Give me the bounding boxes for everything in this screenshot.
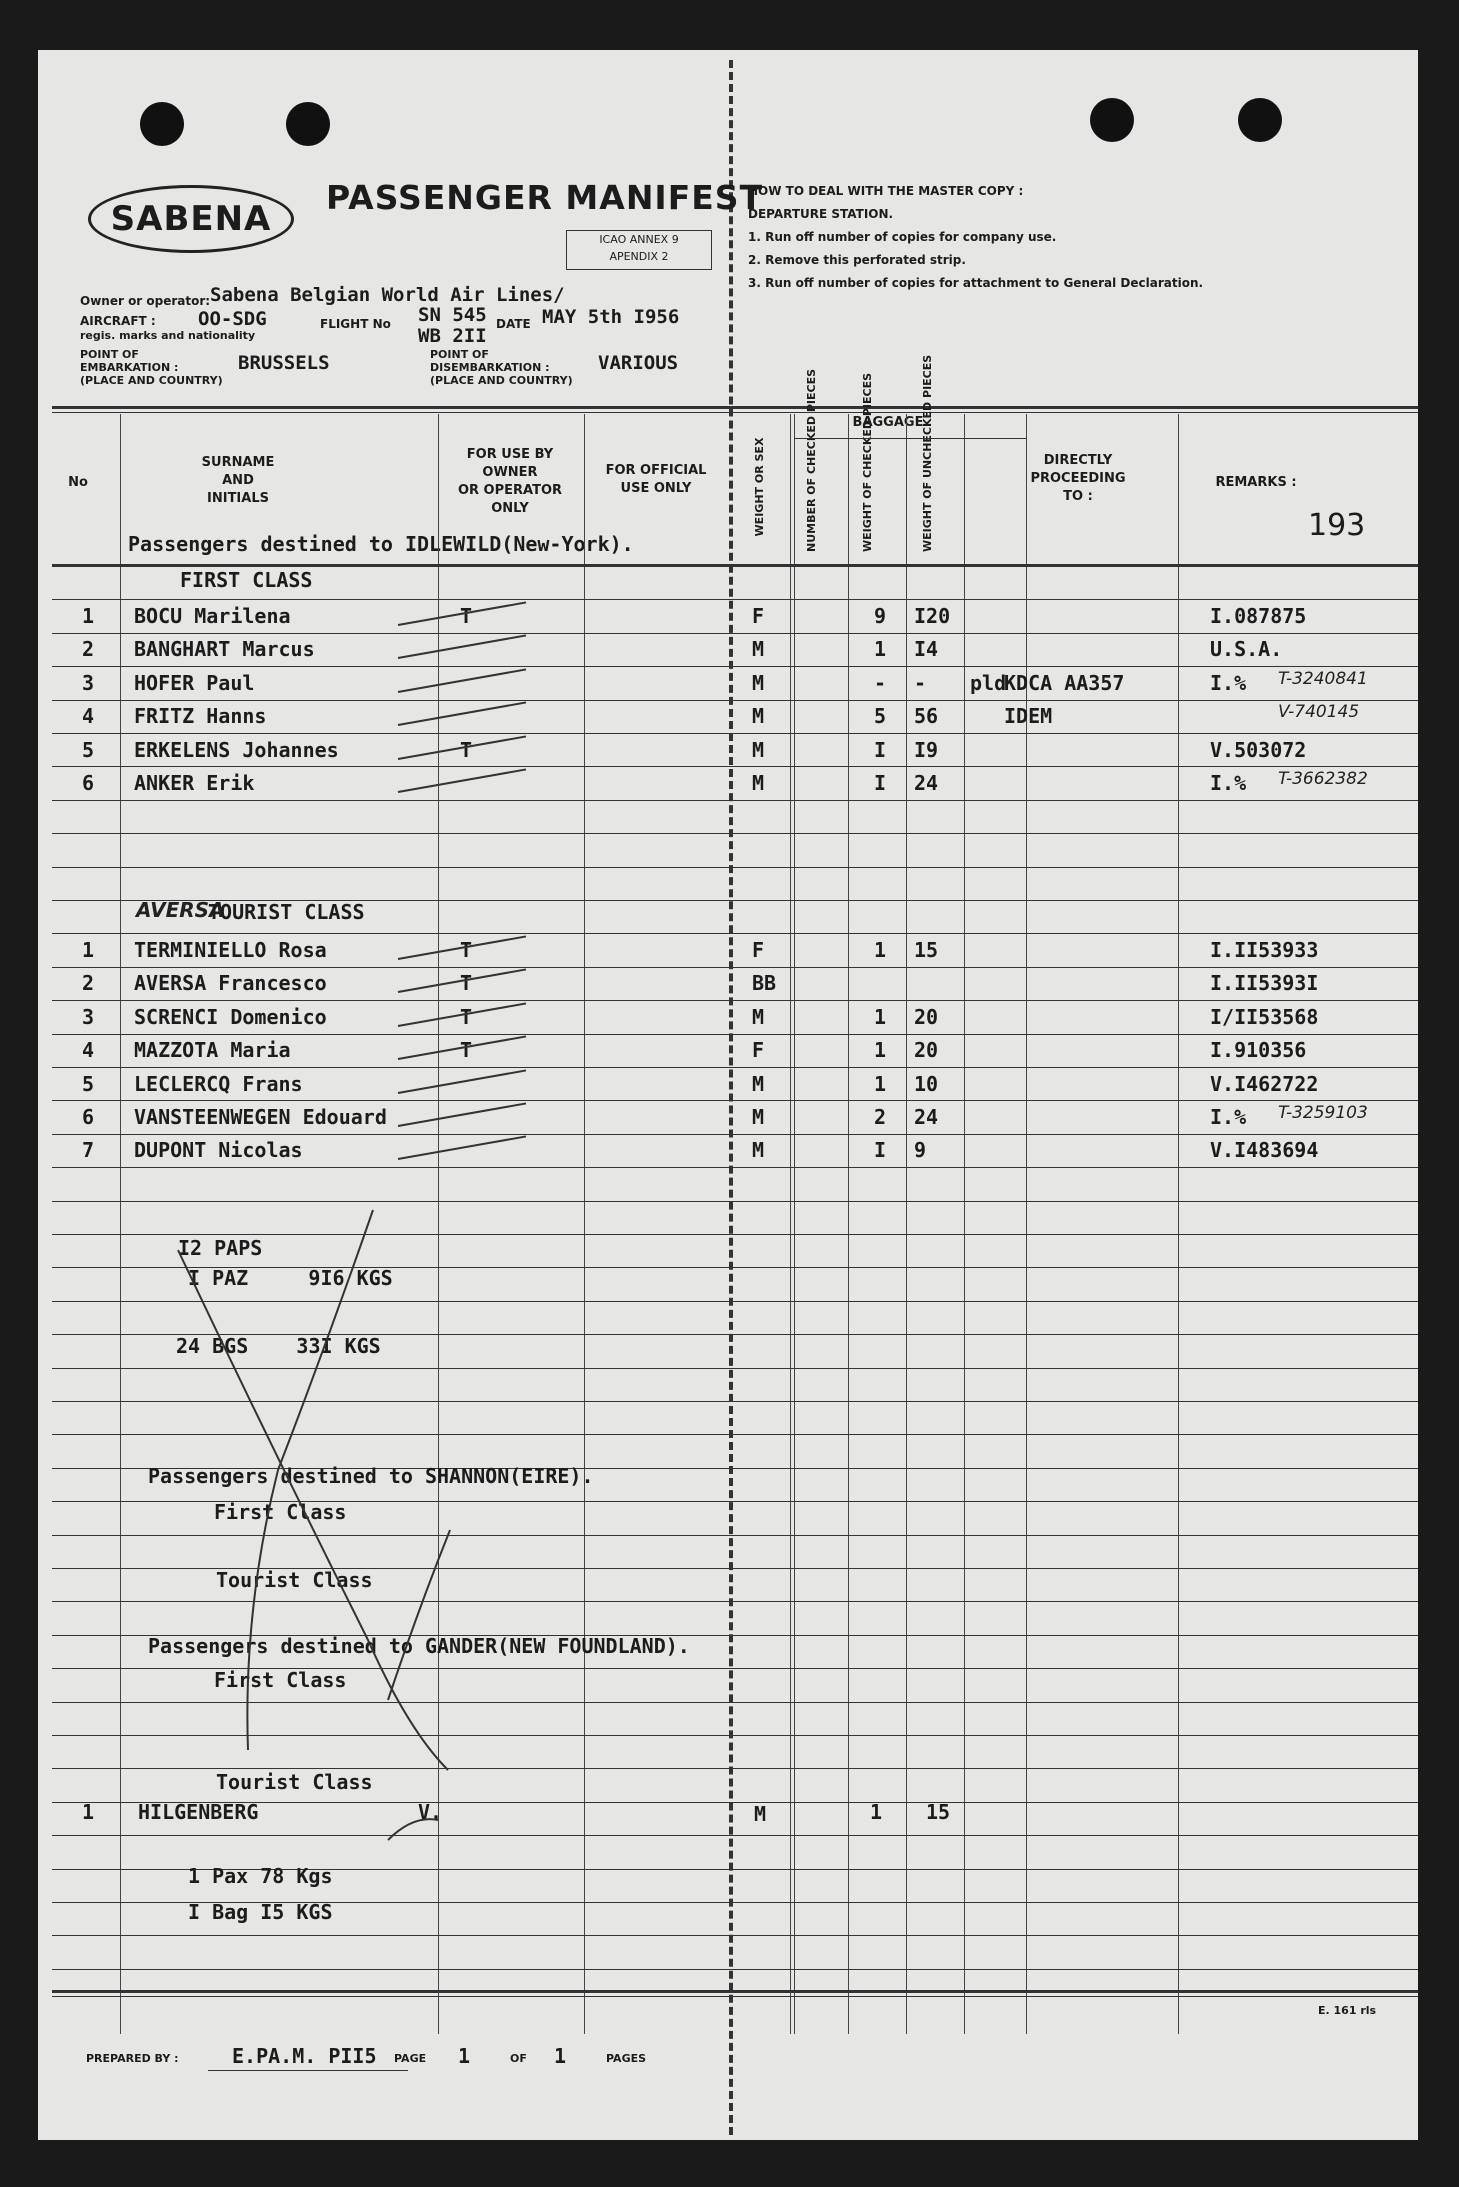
passenger-name: DUPONT Nicolas (134, 1138, 303, 1163)
table-top-rule (52, 406, 1418, 409)
checked-weight: 10 (914, 1071, 939, 1096)
remarks-value: I.% (1210, 1105, 1247, 1129)
row-rule (52, 1835, 1418, 1836)
passenger-no: 2 (82, 971, 95, 996)
checked-weight: I9 (914, 737, 939, 762)
passenger-no: 2 (82, 637, 95, 662)
checked-weight: I20 (914, 604, 951, 628)
passenger-name: TERMINIELLO Rosa (134, 938, 327, 962)
passenger-no: 7 (82, 1138, 95, 1163)
table-row (38, 698, 1418, 732)
row-rule (52, 1434, 1418, 1435)
checked-weight: 9 (914, 1138, 927, 1163)
passenger-no: 4 (82, 1038, 95, 1063)
cancel-stroke (398, 768, 526, 793)
checked-weight: 20 (914, 1004, 939, 1029)
row-rule (52, 1401, 1418, 1402)
page-title: PASSENGER MANIFEST (326, 178, 764, 217)
punch-hole (286, 102, 330, 146)
punch-hole (1238, 98, 1282, 142)
col-checked-pieces: NUMBER OF CHECKED PIECES (805, 368, 818, 552)
prepared-by-line (208, 2070, 408, 2071)
remarks-handwritten: T-3259103 (1278, 1103, 1368, 1123)
passenger-name: ERKELENS Johannes (134, 737, 339, 762)
of-value: 1 (554, 2044, 567, 2068)
passenger-no: 4 (82, 704, 95, 729)
remarks-handwritten: T-3662382 (1278, 769, 1368, 789)
passenger-no: 1 (82, 604, 95, 628)
checked-weight: 20 (914, 1038, 939, 1063)
table-row (38, 598, 1418, 632)
totals-paz: I PAZ 9I6 KGS (188, 1266, 393, 1290)
checked-pieces: I (874, 737, 887, 762)
gander-row-no: 1 (82, 1800, 95, 1824)
remarks-handwritten: V-740145 (1278, 702, 1360, 723)
remarks-value: V.503072 (1210, 737, 1307, 762)
row-rule (52, 1969, 1418, 1970)
checked-pieces: 1 (874, 637, 887, 662)
sabena-logo: SABENA (88, 185, 294, 253)
checked-pieces: 2 (874, 1105, 887, 1129)
punch-hole (1090, 98, 1134, 142)
page-value: 1 (458, 2044, 471, 2068)
passenger-sex: M (752, 1004, 765, 1029)
checked-weight: I4 (914, 637, 939, 662)
tourist-class-heading: TOURIST CLASS (208, 900, 365, 924)
checked-weight: 24 (914, 771, 939, 795)
gander-row-sex: M (754, 1802, 767, 1826)
aircraft-value: OO-SDG (198, 308, 267, 330)
checked-pieces: 1 (874, 1071, 887, 1096)
row-rule (52, 1601, 1418, 1602)
passenger-no: 3 (82, 670, 95, 695)
remarks-value: I.% (1210, 771, 1247, 795)
owner-mark: T (460, 1038, 473, 1063)
remarks-value: I.II5393I (1210, 971, 1319, 996)
table-row (38, 665, 1418, 699)
checked-weight: 15 (914, 938, 939, 962)
passenger-sex: M (752, 1071, 765, 1096)
passenger-name: MAZZOTA Maria (134, 1038, 291, 1063)
cancel-stroke (398, 1136, 526, 1161)
col-weight-unchecked: WEIGHT OF UNCHECKED PIECES (921, 354, 934, 552)
remarks-value: I/II53568 (1210, 1004, 1319, 1029)
passenger-sex: M (752, 1138, 765, 1163)
checked-weight: - (914, 670, 927, 695)
passenger-name: VANSTEENWEGEN Edouard (134, 1105, 387, 1129)
table-row (38, 732, 1418, 766)
remarks-handwritten: T-3240841 (1278, 668, 1368, 689)
row-rule (52, 1735, 1418, 1736)
passenger-sex: F (752, 938, 765, 962)
col-owner-use: FOR USE BY OWNER OR OPERATOR ONLY (457, 447, 563, 516)
passenger-sex: F (752, 604, 765, 628)
proceeding-to: IDEM (1004, 704, 1053, 729)
table-row (38, 1099, 1418, 1133)
table-row (38, 1066, 1418, 1100)
gander-row-pieces: 1 (870, 1800, 883, 1824)
flight-value: SN 545 (418, 304, 487, 326)
shannon-tourist-class: Tourist Class (216, 1568, 373, 1592)
owner-label: Owner or operator: (80, 294, 211, 308)
table-bottom-rule (52, 1990, 1418, 1993)
idlewild-heading: Passengers destined to IDLEWILD(New-York). (128, 532, 634, 556)
aversa-handwritten-note: AVERSA (136, 898, 225, 922)
passenger-name: BOCU Marilena (134, 604, 291, 628)
punch-hole (140, 102, 184, 146)
row-rule (52, 1935, 1418, 1936)
gander-row-initial: V. (418, 1800, 443, 1824)
unchecked-weight: pld (970, 670, 1007, 695)
col-weight-checked: WEIGHT OF CHECKED PIECES (861, 372, 874, 552)
passenger-sex: M (752, 704, 765, 729)
passenger-sex: M (752, 637, 765, 662)
page-label: PAGE (394, 2052, 427, 2065)
pages-label: PAGES (606, 2052, 647, 2065)
col-surname: SURNAME AND INITIALS (201, 455, 275, 506)
table-row (38, 965, 1418, 999)
checked-pieces: 1 (874, 1004, 887, 1029)
totals-bgs: 24 BGS 33I KGS (176, 1334, 381, 1358)
row-rule (52, 1301, 1418, 1302)
row-rule (52, 566, 1418, 567)
remarks-value: I.910356 (1210, 1038, 1307, 1063)
prepared-by-value: E.PA.M. PII5 (232, 2044, 377, 2068)
passenger-no: 5 (82, 737, 95, 762)
icao-box: ICAO ANNEX 9 APENDIX 2 (566, 230, 712, 270)
row-rule (52, 1234, 1418, 1235)
col-no: No (68, 475, 88, 490)
passenger-name: ANKER Erik (134, 771, 255, 795)
cancel-stroke (398, 702, 526, 727)
col-remarks: REMARKS : (1215, 475, 1297, 490)
table-row (38, 765, 1418, 799)
owner-mark: T (460, 971, 473, 996)
first-class-heading: FIRST CLASS (180, 568, 313, 592)
passenger-name: BANGHART Marcus (134, 637, 315, 662)
row-rule (52, 1702, 1418, 1703)
remarks-value: V.I462722 (1210, 1071, 1319, 1096)
checked-weight: 56 (914, 704, 939, 729)
checked-pieces: I (874, 1138, 887, 1163)
table-top-rule-2 (52, 412, 1418, 413)
gander-tourist-class: Tourist Class (216, 1770, 373, 1794)
aircraft-sublabel: regis. marks and nationality (80, 329, 256, 342)
passenger-name: LECLERCQ Frans (134, 1071, 303, 1096)
row-rule (52, 800, 1418, 801)
table-bottom-rule-2 (52, 1996, 1418, 1997)
header-bottom-rule (52, 564, 1418, 566)
totals-paps: I2 PAPS (178, 1236, 263, 1260)
remarks-value: U.S.A. (1210, 637, 1283, 662)
flight-label: FLIGHT No (320, 317, 391, 331)
checked-pieces: - (874, 670, 887, 695)
owner-value: Sabena Belgian World Air Lines/ (210, 284, 565, 306)
gander-heading: Passengers destined to GANDER(NEW FOUNDLAND). (148, 1634, 690, 1658)
baggage-rule (794, 438, 1026, 439)
table-row (38, 932, 1418, 966)
passenger-sex: M (752, 1105, 765, 1129)
table-row (38, 631, 1418, 665)
passenger-sex: BB (752, 971, 777, 996)
checked-pieces: I (874, 771, 887, 795)
page-stamp: 193 (1308, 508, 1366, 543)
col-proceeding: DIRECTLY PROCEEDING TO : (1030, 453, 1126, 504)
table-row (38, 1032, 1418, 1066)
disembarkation-value: VARIOUS (598, 352, 679, 374)
aircraft-label: AIRCRAFT : (80, 314, 156, 328)
passenger-no: 5 (82, 1071, 95, 1096)
passenger-no: 1 (82, 938, 95, 962)
gander-row-name: HILGENBERG (138, 1800, 259, 1824)
flight-value-2: WB 2II (418, 325, 487, 347)
passenger-sex: M (752, 670, 765, 695)
remarks-value: I.% (1210, 670, 1247, 695)
gander-pax: 1 Pax 78 Kgs (188, 1864, 333, 1888)
manifest-sheet (38, 50, 1418, 2140)
checked-weight: 24 (914, 1105, 939, 1129)
cancel-stroke (398, 1102, 526, 1127)
remarks-value: I.II53933 (1210, 938, 1319, 962)
checked-pieces: 1 (874, 1038, 887, 1063)
date-label: DATE (496, 317, 531, 331)
shannon-heading: Passengers destined to SHANNON(EIRE). (148, 1464, 594, 1488)
gander-first-class: First Class (214, 1668, 347, 1692)
owner-mark: T (460, 737, 473, 762)
owner-mark: T (460, 1004, 473, 1029)
passenger-sex: M (752, 737, 765, 762)
owner-mark: T (460, 604, 473, 628)
row-rule (52, 1535, 1418, 1536)
row-rule (52, 867, 1418, 868)
row-rule (52, 1201, 1418, 1202)
gander-bag: I Bag I5 KGS (188, 1900, 333, 1924)
col-weight-sex: WEIGHT OR SEX (753, 437, 766, 537)
owner-mark: T (460, 938, 473, 962)
passenger-name: AVERSA Francesco (134, 971, 327, 996)
date-value: MAY 5th I956 (542, 306, 680, 328)
cancel-stroke (398, 1069, 526, 1094)
cancel-stroke (398, 668, 526, 693)
prepared-by-label: PREPARED BY : (86, 2052, 179, 2065)
master-copy-instructions: HOW TO DEAL WITH THE MASTER COPY : DEPARTURE STATION. 1. Run off number of copies for company use. 2. Remove this perforated strip. 3. Run off number of copies for attachment to General Declaration. (748, 184, 1204, 290)
passenger-sex: M (752, 771, 765, 795)
disembarkation-label: POINT OF DISEMBARKATION : (PLACE AND COUNTRY) (430, 348, 573, 387)
shannon-first-class: First Class (214, 1500, 347, 1524)
remarks-value: I.087875 (1210, 604, 1307, 628)
remarks-value: V.I483694 (1210, 1138, 1319, 1163)
col-official-use: FOR OFFICIAL USE ONLY (605, 463, 707, 496)
passenger-no: 3 (82, 1004, 95, 1029)
col-baggage: BAGGAGE (852, 415, 924, 430)
row-rule (52, 1167, 1418, 1168)
form-code: E. 161 rls (1318, 2004, 1377, 2017)
embarkation-value: BRUSSELS (238, 352, 330, 374)
passenger-name: FRITZ Hanns (134, 704, 267, 729)
passenger-name: HOFER Paul (134, 670, 255, 695)
proceeding-to: KDCA AA357 (1004, 670, 1125, 695)
passenger-sex: F (752, 1038, 765, 1063)
checked-pieces: 9 (874, 604, 887, 628)
table-row (38, 999, 1418, 1033)
of-label: OF (510, 2052, 527, 2065)
row-rule (52, 833, 1418, 834)
table-row (38, 1132, 1418, 1166)
passenger-no: 6 (82, 1105, 95, 1129)
cancel-stroke (398, 635, 526, 660)
checked-pieces: 5 (874, 704, 887, 729)
checked-pieces: 1 (874, 938, 887, 962)
embarkation-label: POINT OF EMBARKATION : (PLACE AND COUNTRY) (80, 348, 223, 387)
row-rule (52, 1368, 1418, 1369)
passenger-name: SCRENCI Domenico (134, 1004, 327, 1029)
gander-row-weight: 15 (926, 1800, 951, 1824)
passenger-no: 6 (82, 771, 95, 795)
